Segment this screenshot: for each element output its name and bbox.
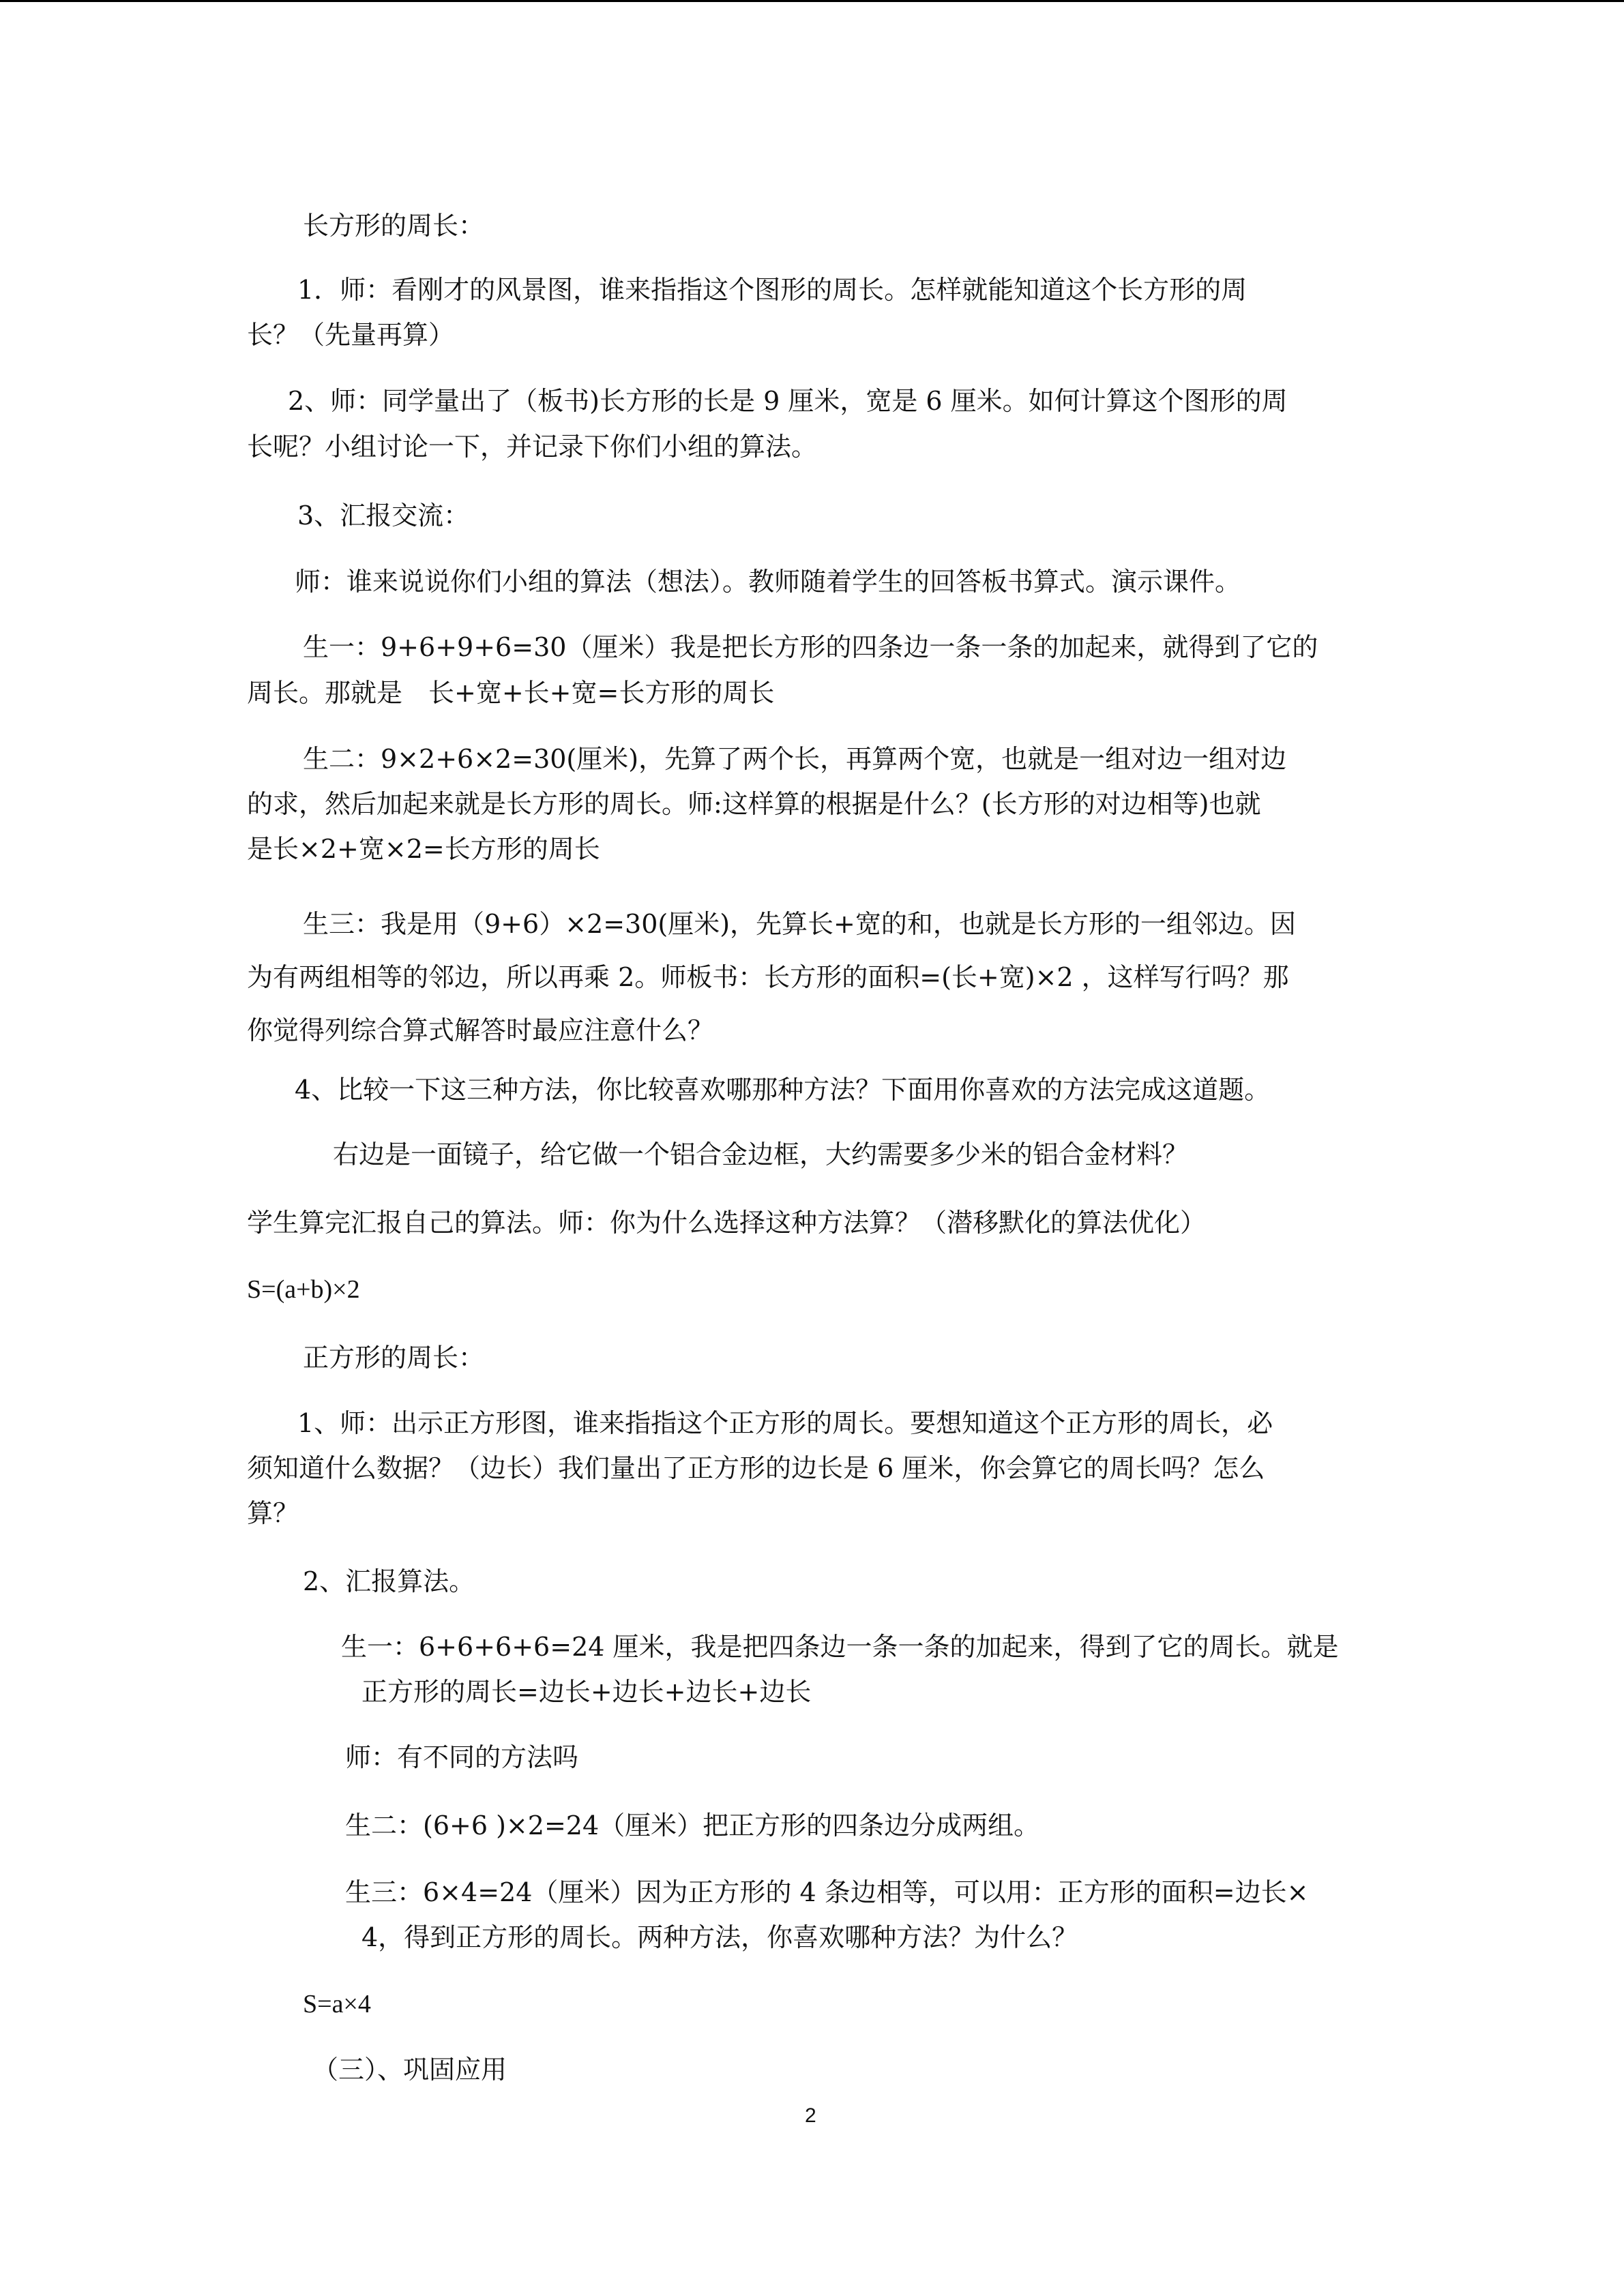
paragraph-line: 你觉得列综合算式解答时最应注意什么？ — [247, 1015, 714, 1045]
paragraph-line: 生三：我是用（9+6）×2=30(厘米)，先算长+宽的和，也就是长方形的一组邻边。因 — [303, 909, 1296, 939]
paragraph-line: 正方形的周长=边长+边长+边长+边长 — [361, 1677, 812, 1707]
paragraph-line: 生一：9+6+9+6=30（厘米）我是把长方形的四条边一条一条的加起来，就得到了它的 — [303, 632, 1318, 662]
paragraph-line: 3、汇报交流： — [297, 501, 470, 531]
paragraph-line: 学生算完汇报自己的算法。师：你为什么选择这种方法算？（潜移默化的算法优化） — [247, 1208, 1207, 1238]
paragraph-line: 的求，然后加起来就是长方形的周长。师:这样算的根据是什么？(长方形的对边相等)也就 — [247, 789, 1261, 819]
top-border — [0, 0, 1624, 2]
paragraph-line: 为有两组相等的邻边，所以再乘 2。师板书：长方形的面积=(长+宽)×2 ，这样写行吗？那 — [247, 962, 1289, 992]
paragraph-line: 生二：(6+6 )×2=24（厘米）把正方形的四条边分成两组。 — [345, 1810, 1040, 1840]
paragraph-line: 右边是一面镜子，给它做一个铝合金边框，大约需要多少米的铝合金材料？ — [333, 1139, 1189, 1169]
section-heading: （三）、巩固应用 — [312, 2055, 507, 2085]
paragraph-line: 师：谁来说说你们小组的算法（想法）。教师随着学生的回答板书算式。演示课件。 — [295, 567, 1241, 597]
paragraph-line: 1．师：看刚才的风景图，谁来指指这个图形的周长。怎样就能知道这个长方形的周 — [297, 275, 1247, 305]
paragraph-line: 2、师：同学量出了（板书)长方形的长是 9 厘米，宽是 6 厘米。如何计算这个图形的周 — [288, 386, 1288, 416]
page-number: 2 — [805, 2104, 816, 2127]
paragraph-line: 周长。那就是 长+宽+长+宽=长方形的周长 — [247, 678, 775, 708]
paragraph-line: 1、师：出示正方形图，谁来指指这个正方形的周长。要想知道这个正方形的周长，必 — [297, 1408, 1273, 1438]
paragraph-line: 长？（先量再算） — [247, 320, 455, 350]
paragraph-line: 师：有不同的方法吗 — [345, 1742, 579, 1772]
paragraph-line: 生三：6×4=24（厘米）因为正方形的 4 条边相等，可以用：正方形的面积=边长× — [345, 1877, 1309, 1907]
paragraph-line: 是长×2+宽×2=长方形的周长 — [247, 834, 600, 864]
paragraph-line: 4、比较一下这三种方法，你比较喜欢哪那种方法？下面用你喜欢的方法完成这道题。 — [295, 1075, 1271, 1105]
formula-rectangle: S=(a+b)×2 — [247, 1275, 360, 1304]
paragraph-line: 长呢？小组讨论一下，并记录下你们小组的算法。 — [247, 432, 818, 462]
paragraph-line: 4，得到正方形的周长。两种方法，你喜欢哪种方法？为什么？ — [361, 1922, 1078, 1952]
paragraph-line: 2、汇报算法。 — [303, 1566, 475, 1596]
paragraph-line: 生一：6+6+6+6=24 厘米，我是把四条边一条一条的加起来，得到了它的周长。就是 — [341, 1632, 1339, 1662]
formula-square: S=a×4 — [303, 1990, 371, 2018]
paragraph-line: 生二：9×2+6×2=30(厘米)，先算了两个长，再算两个宽，也就是一组对边一组对边 — [303, 744, 1287, 774]
paragraph-line: 须知道什么数据？（边长）我们量出了正方形的边长是 6 厘米，你会算它的周长吗？怎么 — [247, 1453, 1265, 1483]
heading-rectangle-perimeter: 长方形的周长： — [303, 211, 485, 241]
heading-square-perimeter: 正方形的周长： — [303, 1343, 485, 1373]
paragraph-line: 算？ — [247, 1498, 299, 1528]
